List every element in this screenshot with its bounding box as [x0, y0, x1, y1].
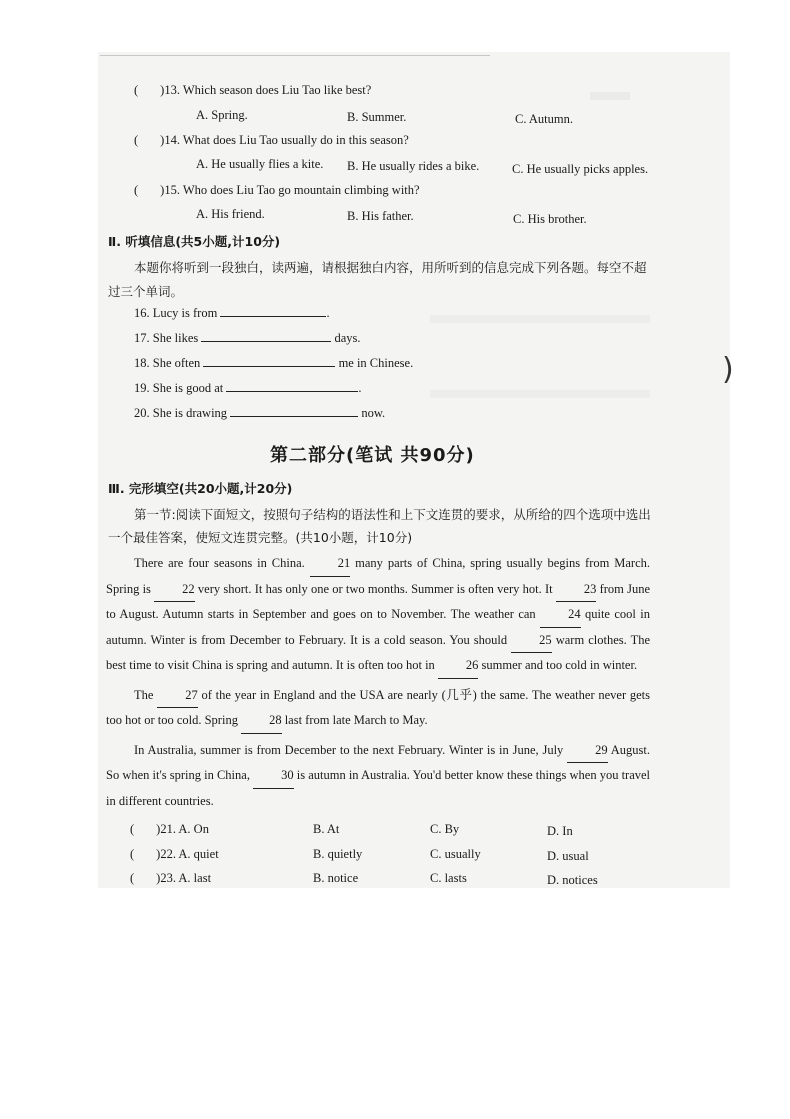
bleed-through-mark	[590, 92, 630, 100]
passage-paragraph-1: There are four seasons in China. 21 many parts of China, spring usually begins from March. Spring is 22 very short. It has only one or two months. Summer is often very hot. It 23 from June to August. Autumn starts in September and goes on to November. The weather can 24 quite cool in autumn. Winter is from December to February. It is a cold season. You should 25 warm clothes. The best time to visit China is spring and autumn. It is often too hot in 26 summer and too cold in winter.	[106, 551, 650, 679]
cloze-blank-28[interactable]: 28	[241, 708, 282, 734]
section-2-instruction: 本题你将听到一段独白，读两遍，请根据独白内容，用所听到的信息完成下列各题。每空不超过三个单词。	[108, 260, 647, 299]
question-14: ( )14. What does Liu Tao usually do in this season?	[134, 133, 409, 147]
q21-option-d: D. In	[547, 824, 573, 838]
q15-option-b: B. His father.	[347, 209, 414, 223]
q14-option-b: B. He usually rides a bike.	[347, 159, 480, 173]
cloze-question-22: ( )22. A. quiet	[130, 847, 219, 861]
bleed-through-mark	[430, 315, 650, 323]
q22-option-d: D. usual	[547, 849, 589, 863]
q15-option-a: A. His friend.	[196, 207, 265, 221]
cloze-passage	[106, 551, 650, 813]
answer-blank[interactable]	[230, 416, 358, 417]
section-2-title: Ⅱ. 听填信息(共5小题,计10分)	[108, 234, 281, 249]
question-15: ( )15. Who does Liu Tao go mountain climbing with?	[134, 183, 420, 197]
q14-option-c: C. He usually picks apples.	[512, 162, 649, 176]
q14-option-a: A. He usually flies a kite.	[196, 157, 324, 171]
top-divider	[100, 55, 490, 56]
q21-option-b: B. At	[313, 822, 340, 836]
q13-option-b: B. Summer.	[347, 110, 407, 124]
q23-option-b: B. notice	[313, 871, 359, 885]
fill-item-20: 20. She is drawing now.	[134, 406, 386, 420]
answer-blank[interactable]	[226, 391, 358, 392]
q22-option-b: B. quietly	[313, 847, 363, 861]
q15-option-c: C. His brother.	[513, 212, 587, 226]
fill-item-16: 16. Lucy is from .	[134, 306, 330, 320]
answer-blank[interactable]	[203, 366, 335, 367]
cloze-blank-27[interactable]: 27	[157, 683, 198, 709]
q22-option-c: C. usually	[430, 847, 481, 861]
fill-item-17: 17. She likes days.	[134, 331, 361, 345]
answer-blank[interactable]	[201, 341, 331, 342]
bleed-through-mark	[430, 390, 650, 398]
section-3-instruction: 第一节:阅读下面短文，按照句子结构的语法性和上下文连贯的要求，从所给的四个选项中选出一个最佳答案，使短文连贯完整。(共10小题，计10分)	[108, 507, 651, 545]
cloze-blank-29[interactable]: 29	[567, 738, 608, 764]
fill-item-19: 19. She is good at .	[134, 381, 362, 395]
cloze-blank-25[interactable]: 25	[511, 628, 552, 654]
answer-blank[interactable]	[220, 316, 326, 317]
section-3-title: Ⅲ. 完形填空(共20小题,计20分)	[108, 481, 293, 496]
cloze-blank-23[interactable]: 23	[556, 577, 597, 603]
q23-option-c: C. lasts	[430, 871, 467, 885]
fill-item-18: 18. She often me in Chinese.	[134, 356, 414, 370]
q13-option-c: C. Autumn.	[515, 112, 573, 126]
cloze-question-21: ( )21. A. On	[130, 822, 209, 836]
binding-bracket-mark: )	[722, 352, 734, 387]
part-2-title: 第二部分(笔试 共90分)	[270, 445, 475, 466]
q23-option-d: D. notices	[547, 873, 598, 887]
passage-paragraph-2: The 27 of the year in England and the USA are nearly (几乎) the same. The weather never gets too hot or too cold. Spring 28 last from late March to May.	[106, 683, 650, 734]
question-13: ( )13. Which season does Liu Tao like best?	[134, 83, 372, 97]
cloze-blank-26[interactable]: 26	[438, 653, 479, 679]
cloze-blank-24[interactable]: 24	[540, 602, 581, 628]
cloze-blank-30[interactable]: 30	[253, 763, 294, 789]
q21-option-c: C. By	[430, 822, 460, 836]
q13-option-a: A. Spring.	[196, 108, 248, 122]
cloze-blank-21[interactable]: 21	[310, 551, 351, 577]
passage-paragraph-3: In Australia, summer is from December to the next February. Winter is in June, July 29 August. So when it's spring in China, 30 is autumn in Australia. You'd better know these things when you travel in different countries.	[106, 738, 650, 814]
cloze-blank-22[interactable]: 22	[154, 577, 195, 603]
cloze-question-23: ( )23. A. last	[130, 871, 212, 885]
